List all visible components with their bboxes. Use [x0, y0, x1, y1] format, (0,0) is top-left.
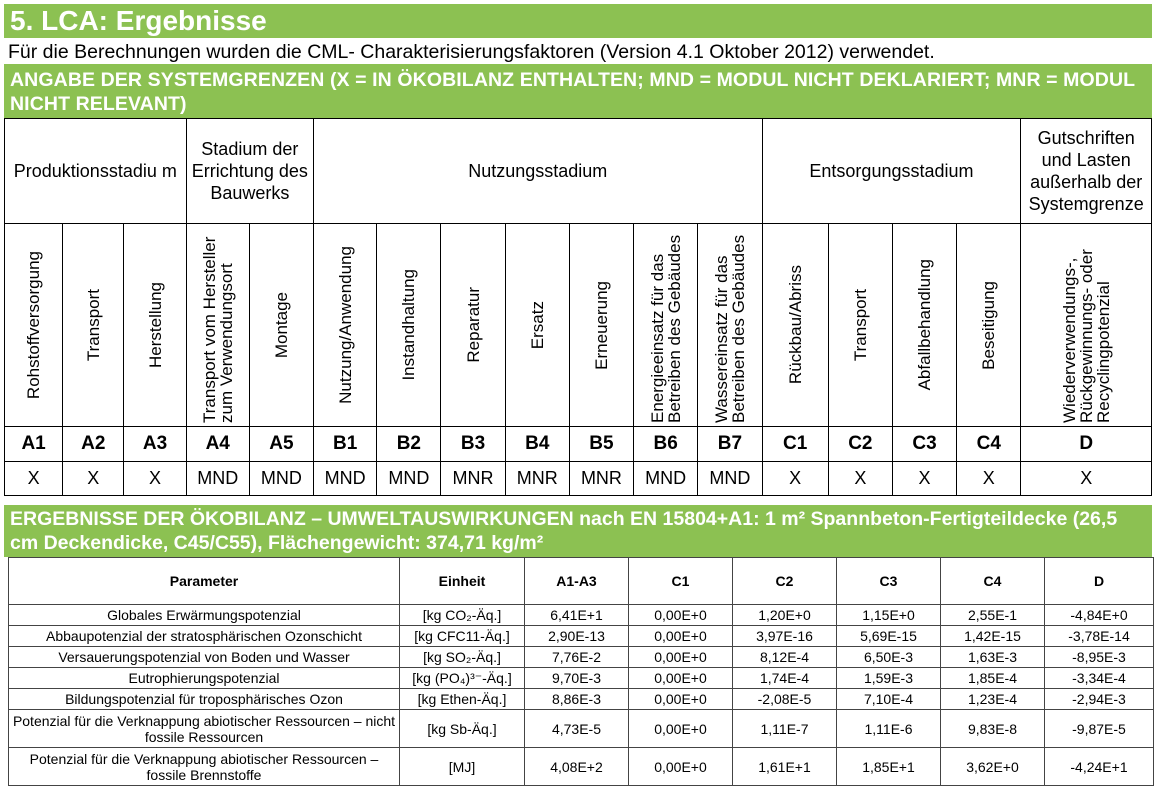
value-cell: -2,94E-3 — [1045, 689, 1154, 710]
unit-cell: [kg CFC11-Äq.] — [400, 626, 525, 647]
module-code-a3: A3 — [124, 427, 186, 462]
intro-text: Für die Berechnungen wurden die CML- Charakterisierungsfaktoren (Version 4.1 Oktober 2012) verwendet. — [8, 41, 935, 63]
value-cell: 1,59E-3 — [837, 668, 941, 689]
module-name-b6: Energieeinsatz für das Betreiben des Gebäudes — [634, 224, 698, 427]
module-status-b4: MNR — [505, 462, 569, 496]
value-cell: 0,00E+0 — [629, 605, 733, 626]
value-cell: 0,00E+0 — [629, 668, 733, 689]
module-status-b5: MNR — [569, 462, 633, 496]
module-code-a2: A2 — [63, 427, 124, 462]
module-code-c2: C2 — [828, 427, 892, 462]
module-code-a4: A4 — [186, 427, 249, 462]
column-header: Parameter — [9, 558, 400, 605]
value-cell: 1,85E-4 — [941, 668, 1045, 689]
system-boundaries-heading: ANGABE DER SYSTEMGRENZEN (X = IN ÖKOBILANZ ENTHALTEN; MND = MODUL NICHT DEKLARIERT; MNR = MODUL NICHT RELEVANT) — [4, 64, 1152, 118]
unit-cell: [kg (PO₄)³⁻-Äq.] — [400, 668, 525, 689]
unit-cell: [kg SO₂-Äq.] — [400, 647, 525, 668]
module-code-a1: A1 — [5, 427, 63, 462]
module-code-b7: B7 — [698, 427, 762, 462]
value-cell: 1,15E+0 — [837, 605, 941, 626]
module-name-c3: Abfallbehandlung — [892, 224, 956, 427]
value-cell: -8,95E-3 — [1045, 647, 1154, 668]
module-name-b1: Nutzung/Anwendung — [314, 224, 377, 427]
value-cell: -3,78E-14 — [1045, 626, 1154, 647]
value-cell: 8,12E-4 — [733, 647, 837, 668]
value-cell: 8,86E-3 — [525, 689, 629, 710]
stage-production: Produktionsstadiu m — [5, 119, 187, 224]
module-code-b2: B2 — [377, 427, 441, 462]
module-name-b5: Erneuerung — [569, 224, 633, 427]
module-code-d: D — [1021, 427, 1152, 462]
value-cell: 6,41E+1 — [525, 605, 629, 626]
value-cell: 1,74E-4 — [733, 668, 837, 689]
module-name-a4: Transport vom Hersteller zum Verwendungsort — [186, 224, 249, 427]
column-header: Einheit — [400, 558, 525, 605]
module-name-c2: Transport — [828, 224, 892, 427]
value-cell: 1,20E+0 — [733, 605, 837, 626]
value-cell: 2,90E-13 — [525, 626, 629, 647]
column-header: A1-A3 — [525, 558, 629, 605]
column-header: C2 — [733, 558, 837, 605]
value-cell: 1,11E-7 — [733, 710, 837, 748]
parameter-cell: Bildungspotenzial für troposphärisches Ozon — [9, 689, 400, 710]
table-row — [9, 710, 1154, 748]
stage-beyond-system: Gutschriften und Lasten außerhalb der Systemgrenze — [1021, 119, 1152, 224]
module-name-c1: Rückbau/Abriss — [762, 224, 828, 427]
module-status-a5: MND — [249, 462, 313, 496]
module-name-b7: Wassereinsatz für das Betreiben des Gebäudes — [698, 224, 762, 427]
unit-cell: [kg CO₂-Äq.] — [400, 605, 525, 626]
unit-cell: [MJ] — [400, 748, 525, 786]
value-cell: 2,55E-1 — [941, 605, 1045, 626]
table-row — [9, 689, 1154, 710]
stage-construction: Stadium der Errichtung des Bauwerks — [186, 119, 313, 224]
module-code-a5: A5 — [249, 427, 313, 462]
module-code-c3: C3 — [892, 427, 956, 462]
value-cell: 0,00E+0 — [629, 710, 733, 748]
module-name-a3: Herstellung — [124, 224, 186, 427]
value-cell: 3,97E-16 — [733, 626, 837, 647]
module-status-b6: MND — [634, 462, 698, 496]
table-row — [9, 626, 1154, 647]
module-code-b3: B3 — [441, 427, 505, 462]
value-cell: 1,85E+1 — [837, 748, 941, 786]
value-cell: 1,23E-4 — [941, 689, 1045, 710]
value-cell: 9,70E-3 — [525, 668, 629, 689]
module-code-b5: B5 — [569, 427, 633, 462]
module-status-b3: MNR — [441, 462, 505, 496]
parameter-cell: Potenzial für die Verknappung abiotischer Ressourcen – fossile Brennstoffe — [9, 748, 400, 786]
value-cell: 0,00E+0 — [629, 748, 733, 786]
module-name-c4: Beseitigung — [957, 224, 1021, 427]
table-row — [9, 647, 1154, 668]
stage-use: Nutzungsstadium — [314, 119, 763, 224]
value-cell: 4,08E+2 — [525, 748, 629, 786]
module-status-c2: X — [828, 462, 892, 496]
table-row — [9, 605, 1154, 626]
module-name-a5: Montage — [249, 224, 313, 427]
value-cell: 9,83E-8 — [941, 710, 1045, 748]
parameter-cell: Abbaupotenzial der stratosphärischen Ozonschicht — [9, 626, 400, 647]
parameter-cell: Eutrophierungspotenzial — [9, 668, 400, 689]
parameter-cell: Potenzial für die Verknappung abiotischer Ressourcen – nicht fossile Ressourcen — [9, 710, 400, 748]
module-name-d: Wiederverwendungs-, Rückgewinnungs- oder Recyclingpotenzial — [1021, 224, 1152, 427]
module-code-b6: B6 — [634, 427, 698, 462]
results-table — [8, 557, 1154, 786]
module-status-c3: X — [892, 462, 956, 496]
value-cell: 0,00E+0 — [629, 626, 733, 647]
value-cell: 6,50E-3 — [837, 647, 941, 668]
section-title: 5. LCA: Ergebnisse — [4, 4, 1152, 38]
module-status-b1: MND — [314, 462, 377, 496]
module-code-c1: C1 — [762, 427, 828, 462]
value-cell: 7,76E-2 — [525, 647, 629, 668]
value-cell: -4,24E+1 — [1045, 748, 1154, 786]
value-cell: 1,63E-3 — [941, 647, 1045, 668]
value-cell: 1,42E-15 — [941, 626, 1045, 647]
value-cell: 0,00E+0 — [629, 689, 733, 710]
parameter-cell: Versauerungspotenzial von Boden und Wasser — [9, 647, 400, 668]
module-code-b1: B1 — [314, 427, 377, 462]
stage-end-of-life: Entsorgungsstadium — [762, 119, 1021, 224]
unit-cell: [kg Sb-Äq.] — [400, 710, 525, 748]
module-status-d: X — [1021, 462, 1152, 496]
module-name-b3: Reparatur — [441, 224, 505, 427]
column-header: D — [1045, 558, 1154, 605]
module-status-b7: MND — [698, 462, 762, 496]
module-code-b4: B4 — [505, 427, 569, 462]
module-status-c1: X — [762, 462, 828, 496]
column-header: C1 — [629, 558, 733, 605]
value-cell: 1,61E+1 — [733, 748, 837, 786]
parameter-cell: Globales Erwärmungspotenzial — [9, 605, 400, 626]
value-cell: -2,08E-5 — [733, 689, 837, 710]
module-status-c4: X — [957, 462, 1021, 496]
module-name-b4: Ersatz — [505, 224, 569, 427]
results-heading: ERGEBNISSE DER ÖKOBILANZ – UMWELTAUSWIRKUNGEN nach EN 15804+A1: 1 m² Spannbeton-Fertigteildecke (26,5 cm Deckendicke, C45/C55), Flächengewicht: 374,71 kg/m² — [4, 505, 1152, 557]
column-header: C3 — [837, 558, 941, 605]
value-cell: 3,62E+0 — [941, 748, 1045, 786]
value-cell: 4,73E-5 — [525, 710, 629, 748]
module-name-a2: Transport — [63, 224, 124, 427]
module-status-b2: MND — [377, 462, 441, 496]
module-status-a2: X — [63, 462, 124, 496]
value-cell: 1,11E-6 — [837, 710, 941, 748]
value-cell: -3,34E-4 — [1045, 668, 1154, 689]
value-cell: -9,87E-5 — [1045, 710, 1154, 748]
unit-cell: [kg Ethen-Äq.] — [400, 689, 525, 710]
system-boundaries-table — [4, 118, 1152, 496]
value-cell: 5,69E-15 — [837, 626, 941, 647]
module-name-b2: Instandhaltung — [377, 224, 441, 427]
module-status-a4: MND — [186, 462, 249, 496]
module-status-a1: X — [5, 462, 63, 496]
value-cell: 7,10E-4 — [837, 689, 941, 710]
table-row — [9, 748, 1154, 786]
module-code-c4: C4 — [957, 427, 1021, 462]
value-cell: -4,84E+0 — [1045, 605, 1154, 626]
table-row — [9, 668, 1154, 689]
column-header: C4 — [941, 558, 1045, 605]
value-cell: 0,00E+0 — [629, 647, 733, 668]
module-status-a3: X — [124, 462, 186, 496]
module-name-a1: Rohstoffversorgung — [5, 224, 63, 427]
